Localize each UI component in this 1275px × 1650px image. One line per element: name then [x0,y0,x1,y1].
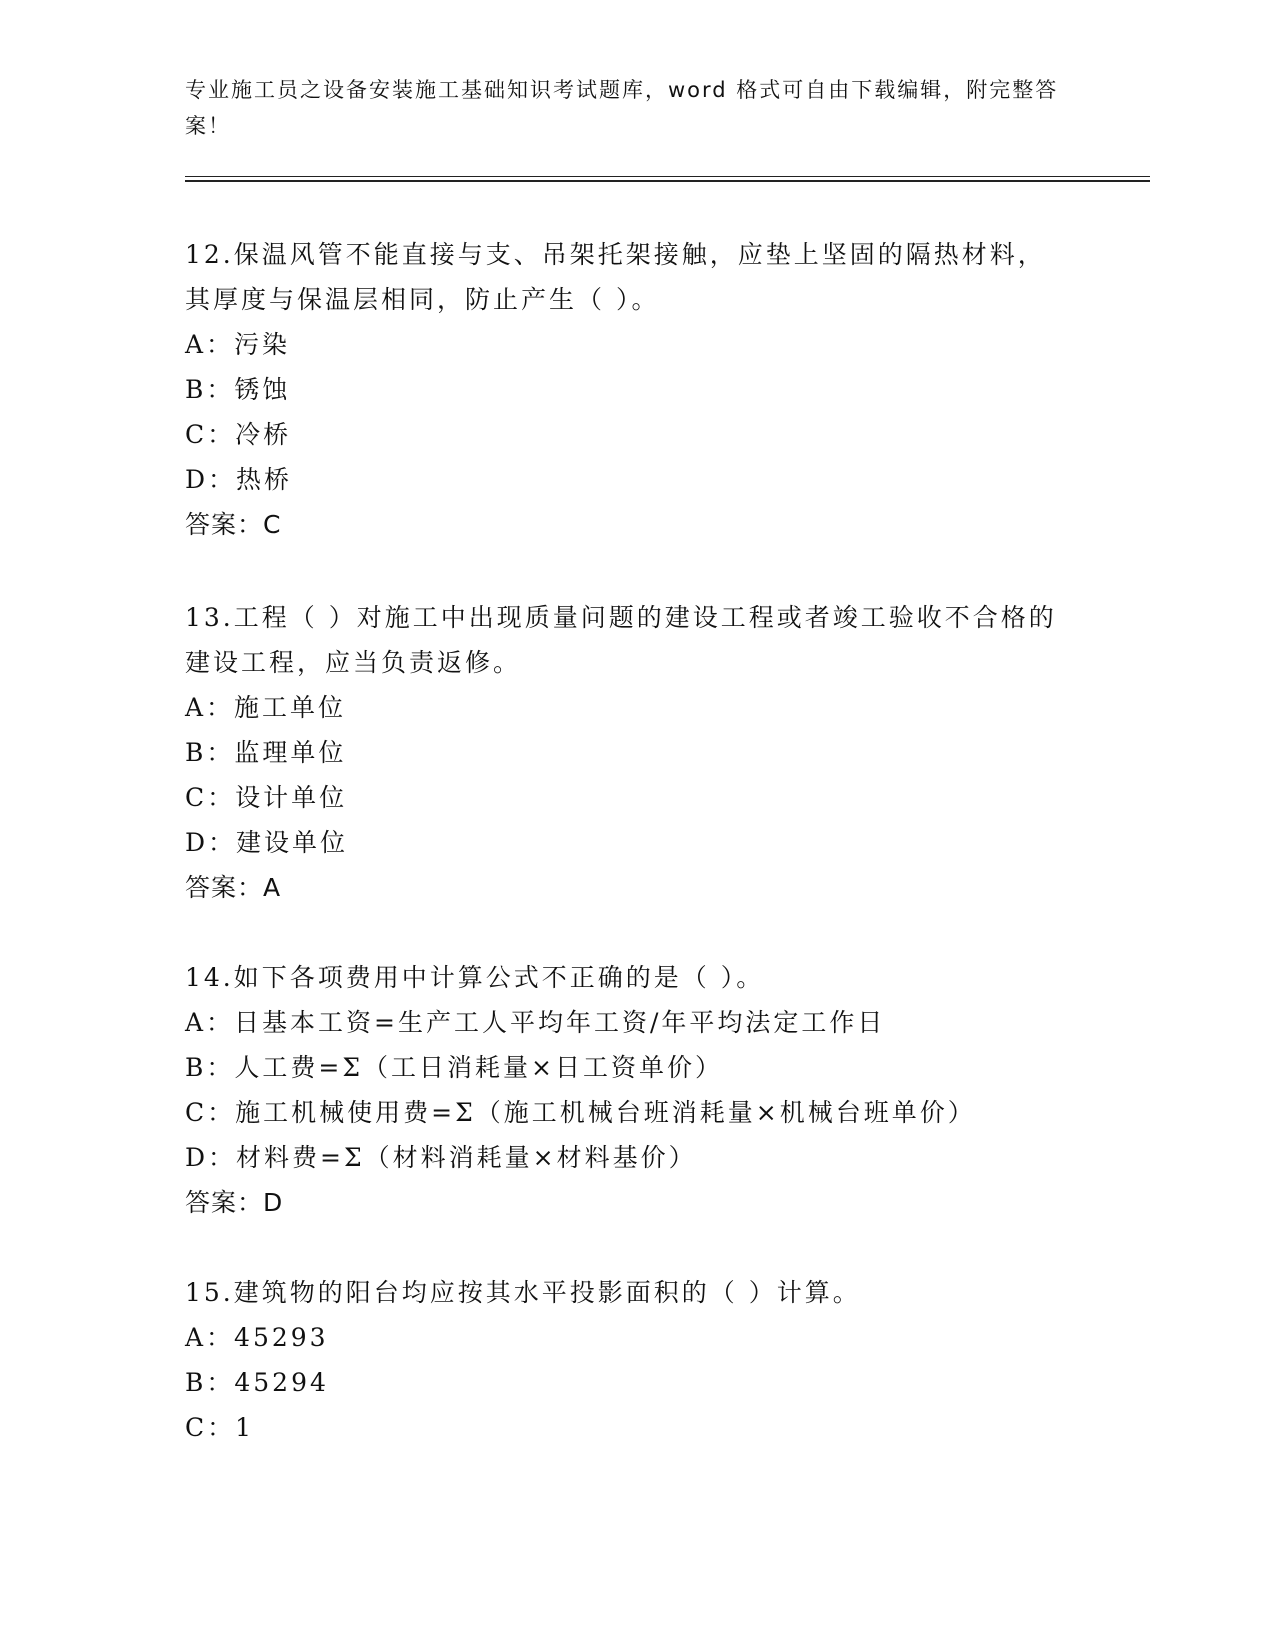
question-13 [185,595,1065,910]
document-header: 专业施工员之设备安装施工基础知识考试题库，word 格式可自由下载编辑，附完整答案！ [185,78,1059,138]
question-12 [185,232,1065,547]
option-c: C：1 [185,1413,255,1442]
option-b: B：监理单位 [185,738,347,767]
question-stem: 12.保温风管不能直接与支、吊架托架接触，应垫上坚固的隔热材料，其厚度与保温层相同，防止产生（ ）。 [185,240,1046,314]
answer: 答案：D [185,1188,284,1217]
option-a: A：施工单位 [185,693,347,722]
header-divider [185,176,1150,182]
option-a: A：45293 [185,1323,329,1352]
option-d: D：建设单位 [185,828,349,857]
answer: 答案：C [185,510,282,539]
option-b: B：45294 [185,1368,329,1397]
option-a: A：日基本工资=生产工人平均年工资/年平均法定工作日 [185,1008,886,1037]
option-a: A：污染 [185,330,291,359]
option-b: B：人工费=Σ（工日消耗量×日工资单价） [185,1053,723,1082]
question-15 [185,1270,1065,1450]
question-stem: 13.工程（ ）对施工中出现质量问题的建设工程或者竣工验收不合格的建设工程，应当负责返修。 [185,603,1057,677]
question-14 [185,955,1065,1225]
option-d: D：热桥 [185,465,293,494]
option-c: C：设计单位 [185,783,348,812]
option-d: D：材料费=Σ（材料消耗量×材料基价） [185,1143,697,1172]
question-stem: 14.如下各项费用中计算公式不正确的是（ ）。 [185,963,765,992]
option-b: B：锈蚀 [185,375,291,404]
option-c: C：冷桥 [185,420,292,449]
option-c: C：施工机械使用费=Σ（施工机械台班消耗量×机械台班单价） [185,1098,976,1127]
question-stem: 15.建筑物的阳台均应按其水平投影面积的（ ）计算。 [185,1278,861,1307]
answer: 答案：A [185,873,282,902]
